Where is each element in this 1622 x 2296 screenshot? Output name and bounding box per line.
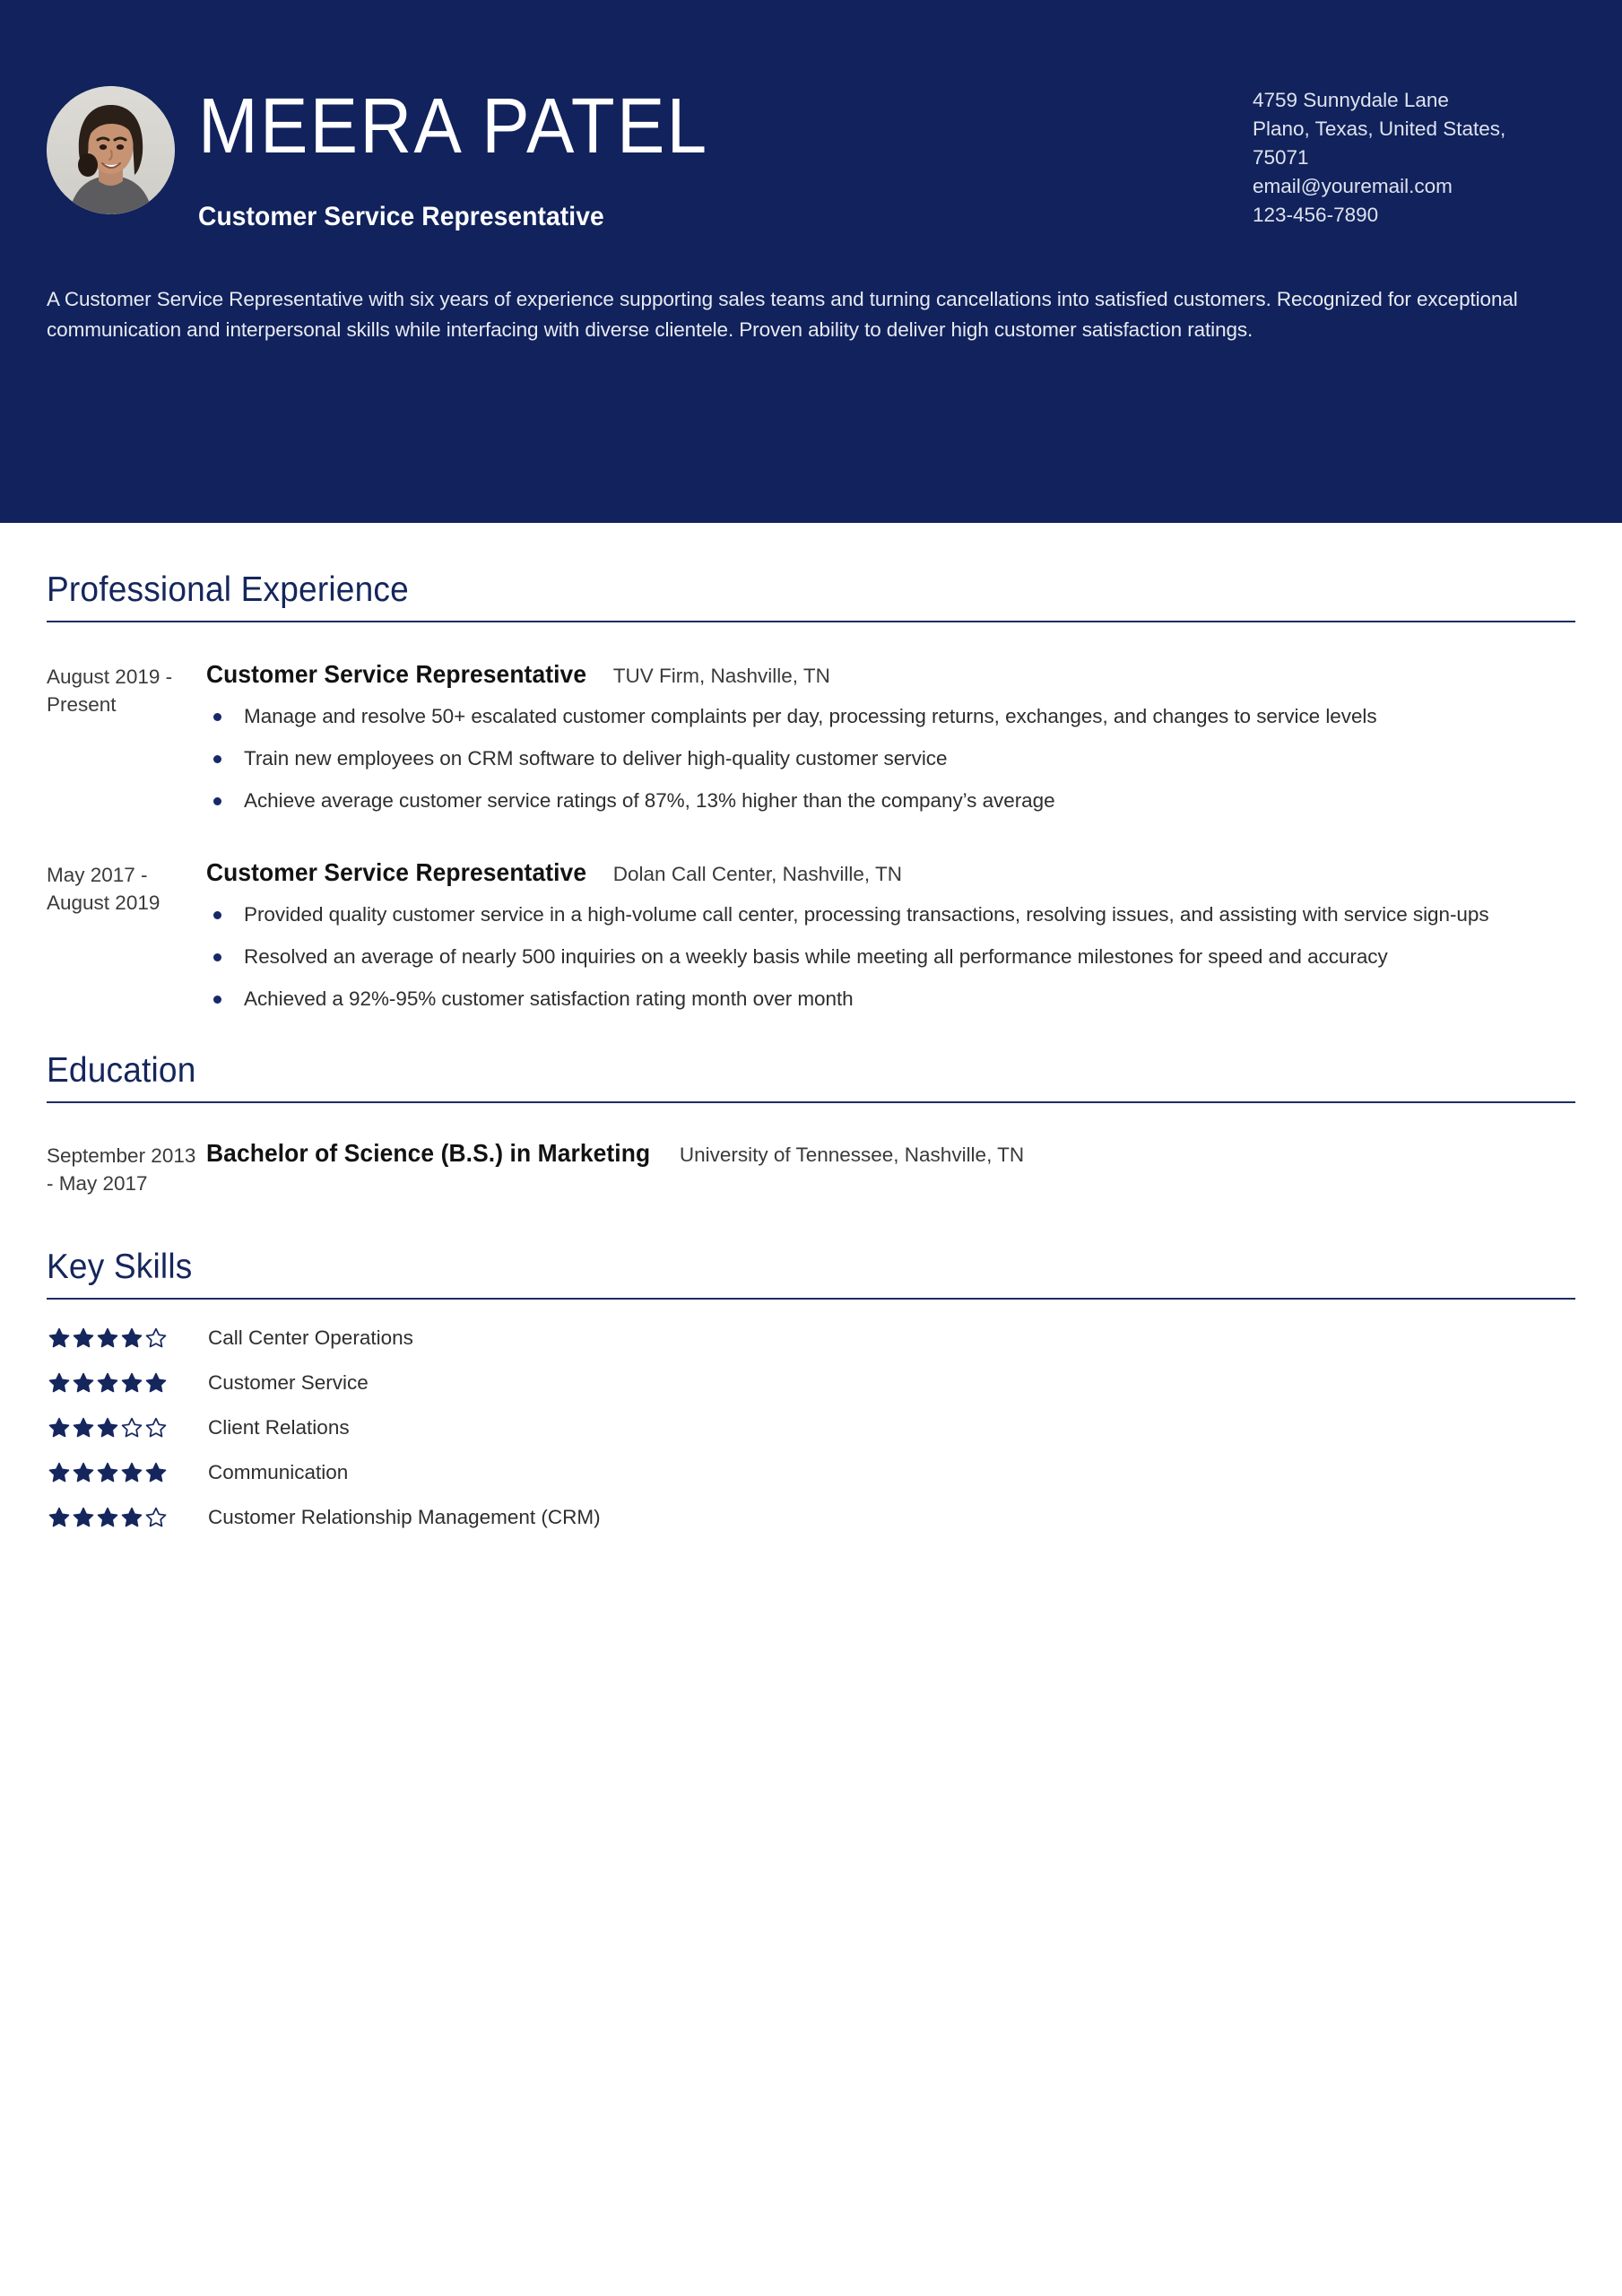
bullet-item xyxy=(206,984,1575,1014)
skills-list xyxy=(47,1316,1575,1540)
entry-bullet-list xyxy=(206,701,1575,816)
entry-body xyxy=(201,858,1575,1026)
resume-header xyxy=(0,0,1622,523)
star-filled-icon xyxy=(145,1372,167,1394)
skill-rating xyxy=(47,1372,203,1394)
star-filled-icon xyxy=(48,1417,70,1439)
star-filled-icon xyxy=(97,1372,118,1394)
entry-dates: May 2017 - August 2019 xyxy=(47,864,160,914)
education-entry xyxy=(47,1139,1575,1197)
entry-head xyxy=(206,1139,1575,1168)
entry-head xyxy=(206,858,1575,887)
bullet-text: Resolved an average of nearly 500 inquiries on a weekly basis while meeting all performance milestones for speed and accuracy xyxy=(244,945,1388,968)
skill-label: Customer Relationship Management (CRM) xyxy=(208,1506,601,1528)
star-empty-icon xyxy=(121,1417,143,1439)
contact-block xyxy=(1253,79,1575,230)
star-filled-icon xyxy=(48,1372,70,1394)
contact-street: 4759 Sunnydale Lane xyxy=(1253,89,1449,111)
entry-body xyxy=(201,1139,1575,1168)
entry-dates: September 2013 - May 2017 xyxy=(47,1144,196,1195)
bullet-item xyxy=(206,744,1575,774)
contact-zip: 75071 xyxy=(1253,146,1309,169)
skill-row xyxy=(47,1316,1575,1361)
star-filled-icon xyxy=(97,1462,118,1483)
star-filled-icon xyxy=(97,1507,118,1528)
header-job-title: Customer Service Representative xyxy=(198,202,604,232)
skill-row xyxy=(47,1495,1575,1540)
bullet-text: Provided quality customer service in a high-volume call center, processing transactions, resolving issues, and assisting with service sign-ups xyxy=(244,903,1489,926)
star-filled-icon xyxy=(73,1507,94,1528)
bullet-item xyxy=(206,786,1575,816)
skill-label: Call Center Operations xyxy=(208,1326,413,1349)
section-skills xyxy=(47,1197,1575,1540)
bullet-text: Train new employees on CRM software to deliver high-quality customer service xyxy=(244,747,948,770)
entry-head xyxy=(206,660,1575,689)
star-filled-icon xyxy=(121,1507,143,1528)
contact-phone[interactable]: 123-456-7890 xyxy=(1253,204,1379,226)
name-block xyxy=(175,79,1253,232)
section-experience xyxy=(47,523,1575,1026)
star-filled-icon xyxy=(48,1327,70,1349)
star-filled-icon xyxy=(73,1327,94,1349)
header-top-row xyxy=(0,0,1622,232)
experience-entry xyxy=(47,660,1575,828)
star-filled-icon xyxy=(48,1462,70,1483)
section-title-education: Education xyxy=(47,1051,196,1090)
star-filled-icon xyxy=(73,1462,94,1483)
star-empty-icon xyxy=(145,1507,167,1528)
avatar xyxy=(47,86,175,214)
portrait-photo-icon xyxy=(47,86,175,214)
entry-org: Dolan Call Center, Nashville, TN xyxy=(612,863,902,885)
entry-bullet-list xyxy=(206,900,1575,1014)
star-filled-icon xyxy=(121,1462,143,1483)
bullet-dot-icon xyxy=(213,953,221,961)
star-filled-icon xyxy=(121,1327,143,1349)
bullet-dot-icon xyxy=(213,996,221,1004)
bullet-text: Manage and resolve 50+ escalated customer complaints per day, processing returns, exchanges, and changes to service levels xyxy=(244,705,1377,727)
skill-label: Customer Service xyxy=(208,1371,369,1394)
page-title: MEERA PATEL xyxy=(198,83,709,170)
resume-body xyxy=(0,523,1622,1540)
bullet-text: Achieved a 92%-95% customer satisfaction rating month over month xyxy=(244,987,854,1010)
entry-role: Customer Service Representative xyxy=(206,660,587,688)
skill-row xyxy=(47,1405,1575,1450)
section-divider xyxy=(47,1298,1575,1300)
star-filled-icon xyxy=(145,1462,167,1483)
skill-rating xyxy=(47,1507,203,1528)
contact-city: Plano, Texas, United States, xyxy=(1253,117,1506,140)
star-filled-icon xyxy=(97,1327,118,1349)
section-education xyxy=(47,1026,1575,1197)
skill-rating xyxy=(47,1327,203,1349)
entry-dates: August 2019 - Present xyxy=(47,665,173,716)
skill-label: Client Relations xyxy=(208,1416,350,1439)
star-filled-icon xyxy=(48,1507,70,1528)
experience-entry xyxy=(47,858,1575,1026)
bullet-dot-icon xyxy=(213,755,221,763)
summary-text: A Customer Service Representative with six years of experience supporting sales teams and turning cancellations into satisfied customers. Recognized for exceptional communication and interpersonal skills while interfacing with diverse clientele. Proven ability to deliver high customer satisfaction ratings. xyxy=(47,288,1518,342)
star-filled-icon xyxy=(73,1417,94,1439)
section-title-skills: Key Skills xyxy=(47,1248,193,1286)
skill-row xyxy=(47,1450,1575,1495)
entry-role: Customer Service Representative xyxy=(206,858,587,886)
skill-rating xyxy=(47,1417,203,1439)
bullet-text: Achieve average customer service ratings of 87%, 13% higher than the company’s average xyxy=(244,789,1055,812)
bullet-dot-icon xyxy=(213,911,221,919)
section-divider xyxy=(47,621,1575,622)
entry-degree: Bachelor of Science (B.S.) in Marketing xyxy=(206,1139,651,1167)
star-empty-icon xyxy=(145,1417,167,1439)
bullet-item xyxy=(206,900,1575,930)
entry-body xyxy=(201,660,1575,828)
skill-rating xyxy=(47,1462,203,1483)
bullet-dot-icon xyxy=(213,797,221,805)
star-filled-icon xyxy=(97,1417,118,1439)
star-filled-icon xyxy=(121,1372,143,1394)
entry-school: University of Tennessee, Nashville, TN xyxy=(679,1144,1025,1166)
star-filled-icon xyxy=(73,1372,94,1394)
summary-block xyxy=(0,284,1622,345)
bullet-item xyxy=(206,942,1575,972)
bullet-dot-icon xyxy=(213,713,221,721)
section-divider xyxy=(47,1101,1575,1103)
section-title-experience: Professional Experience xyxy=(47,570,409,609)
star-empty-icon xyxy=(145,1327,167,1349)
bullet-item xyxy=(206,701,1575,732)
skill-row xyxy=(47,1361,1575,1405)
contact-email[interactable]: email@youremail.com xyxy=(1253,175,1453,197)
entry-org: TUV Firm, Nashville, TN xyxy=(612,665,830,687)
skill-label: Communication xyxy=(208,1461,349,1483)
